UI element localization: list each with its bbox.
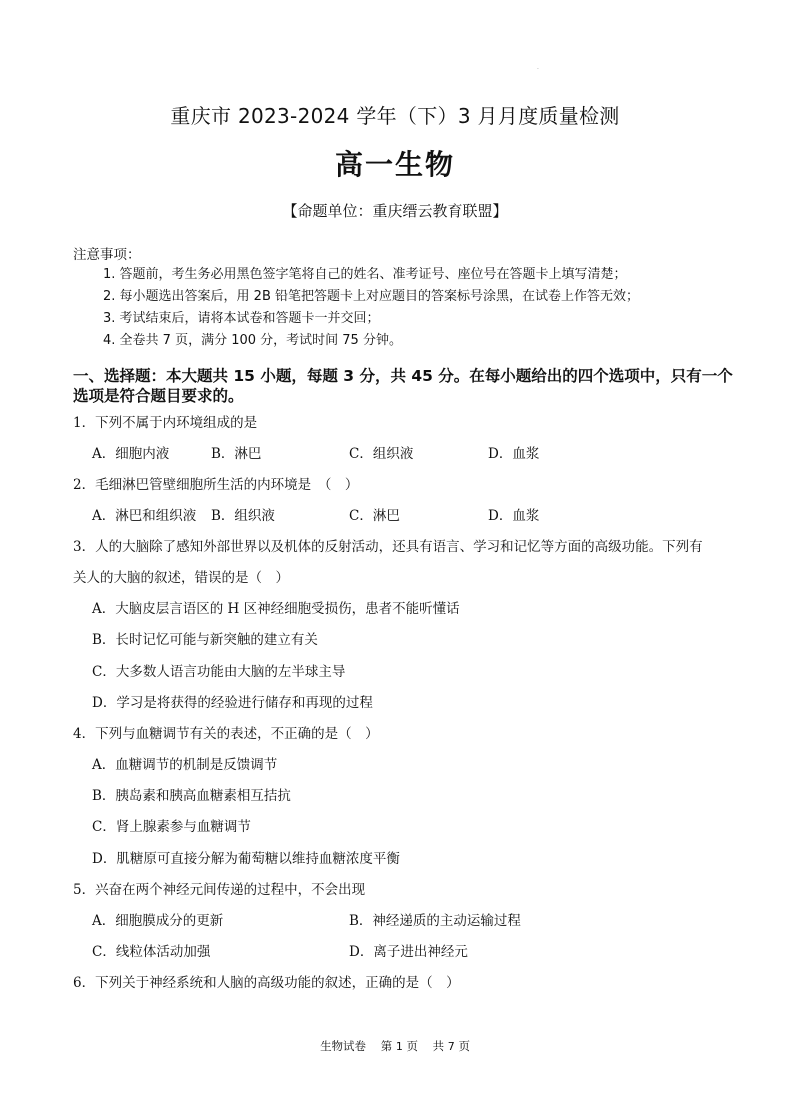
q5-option-c: C．线粒体活动加强 (92, 944, 211, 960)
q2-option-d: D．血浆 (488, 508, 540, 524)
scan-dot: · (537, 66, 539, 73)
q2-option-a: A．淋巴和组织液 (92, 508, 197, 524)
question-5-stem: 5．兴奋在两个神经元间传递的过程中，不会出现 (73, 882, 366, 898)
note-item: 1. 答题前，考生务必用黑色签字笔将自己的姓名、准考证号、座位号在答题卡上填写清楚； (103, 267, 627, 282)
question-2-stem: 2．毛细淋巴管壁细胞所生活的内环境是 （ ） (73, 477, 359, 493)
footer-total-prefix: 共 (432, 1039, 445, 1053)
note-item: 2. 每小题选出答案后，用 2B 铅笔把答题卡上对应题目的答案标号涂黑，在试卷上作答无效； (103, 289, 639, 304)
page-footer (0, 1038, 790, 1054)
footer-label: 生物试卷 (320, 1039, 367, 1053)
footer-total-pages: 7 (447, 1040, 455, 1053)
q5-option-a: A．细胞膜成分的更新 (92, 913, 224, 929)
footer-page-number: 1 (395, 1040, 403, 1053)
question-4-stem: 4．下列与血糖调节有关的表述，不正确的是（ ） (73, 726, 379, 742)
notes-heading: 注意事项： (73, 247, 141, 263)
q4-option-b: B．胰岛素和胰高血糖素相互拮抗 (92, 788, 291, 804)
q3-option-c: C．大多数人语言功能由大脑的左半球主导 (92, 664, 346, 680)
q2-option-c: C．淋巴 (349, 508, 400, 524)
q1-option-d: D．血浆 (488, 446, 540, 462)
question-3-stem: 3．人的大脑除了感知外部世界以及机体的反射活动，还具有语言、学习和记忆等方面的高级功能。下列有 (73, 539, 703, 555)
q2-option-b: B．组织液 (211, 508, 275, 524)
question-6-stem: 6．下列关于神经系统和人脑的高级功能的叙述，正确的是（ ） (73, 975, 460, 991)
note-item: 4. 全卷共 7 页，满分 100 分，考试时间 75 分钟。 (103, 333, 402, 348)
question-1-stem: 1．下列不属于内环境组成的是 (73, 415, 258, 431)
q4-option-d: D．肌糖原可直接分解为葡萄糖以维持血糖浓度平衡 (92, 851, 400, 867)
q3-option-d: D．学习是将获得的经验进行储存和再现的过程 (92, 695, 373, 711)
note-item: 3. 考试结束后，请将本试卷和答题卡一并交回； (103, 311, 380, 326)
question-3-stem-cont: 关人的大脑的叙述，错误的是（ ） (73, 570, 289, 586)
q4-option-a: A．血糖调节的机制是反馈调节 (92, 757, 278, 773)
footer-total-suffix: 页 (458, 1039, 470, 1053)
author-unit: 【命题单位：重庆缙云教育联盟】 (282, 202, 508, 220)
q1-option-b: B．淋巴 (211, 446, 262, 462)
q4-option-c: C．肾上腺素参与血糖调节 (92, 819, 251, 835)
notes-list (103, 264, 639, 352)
q5-option-d: D．离子进出神经元 (349, 944, 468, 960)
q3-option-a: A．大脑皮层言语区的 H 区神经细胞受损伤，患者不能听懂话 (92, 601, 460, 617)
footer-page-suffix: 页 (406, 1039, 418, 1053)
q1-option-a: A．细胞内液 (92, 446, 170, 462)
q3-option-b: B．长时记忆可能与新突触的建立有关 (92, 632, 318, 648)
exam-title: 重庆市 2023-2024 学年（下）3 月月度质量检测 (170, 104, 620, 128)
q5-option-b: B．神经递质的主动运输过程 (349, 913, 521, 929)
section-heading: 一、选择题：本大题共 15 小题，每题 3 分，共 45 分。在每小题给出的四个选项中，只有一个选项是符合题目要求的。 (73, 367, 733, 405)
subject-title: 高一生物 (334, 148, 455, 181)
q1-option-c: C．组织液 (349, 446, 414, 462)
footer-page-prefix: 第 (380, 1039, 393, 1053)
